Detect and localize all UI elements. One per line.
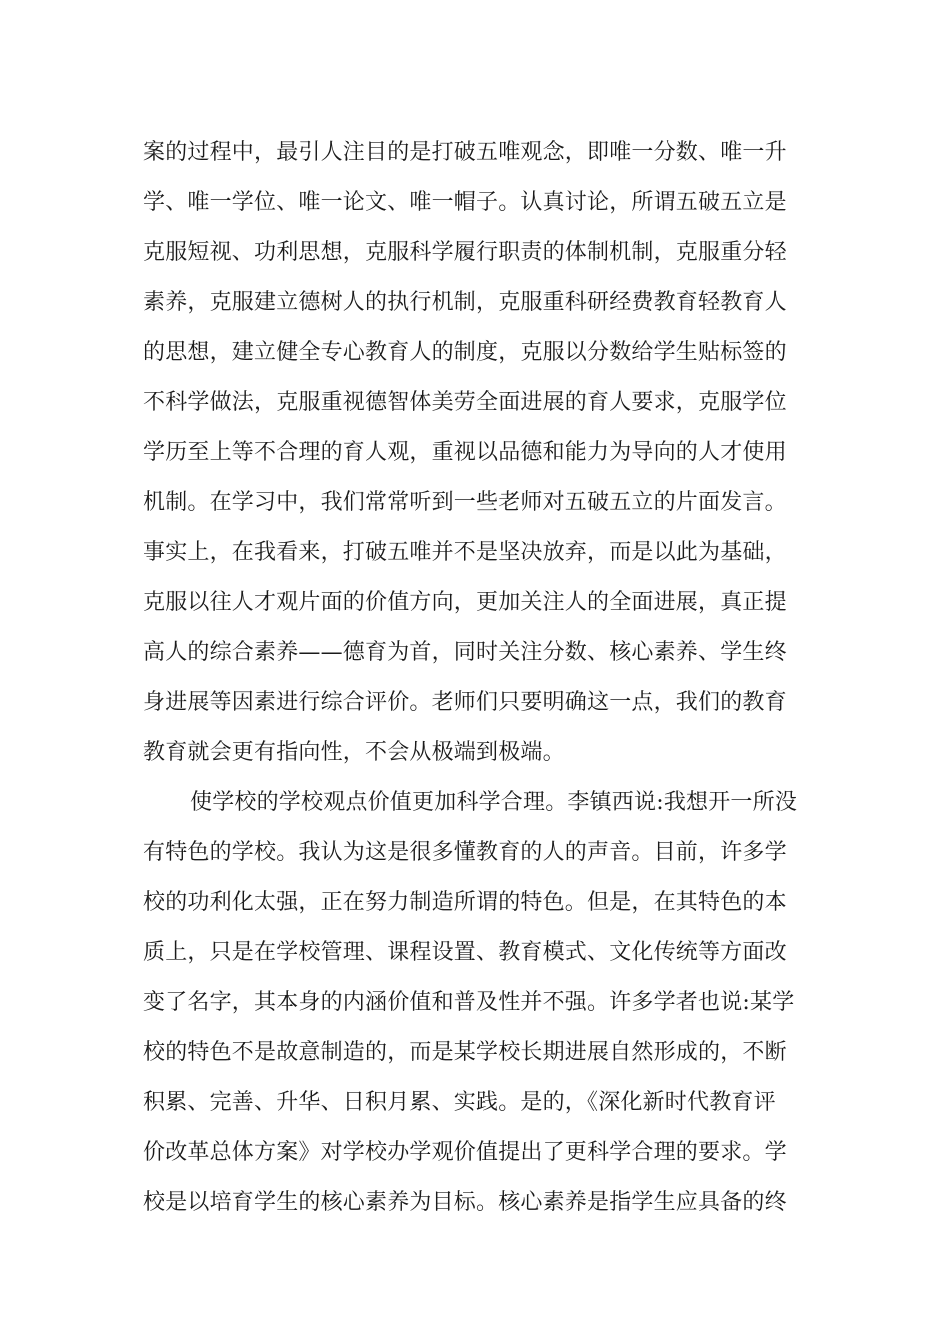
text-line: 学历至上等不合理的育人观，重视以品德和能力为导向的人才使用: [143, 440, 787, 465]
text-line: 不科学做法，克服重视德智体美劳全面进展的育人要求，克服学位: [143, 390, 787, 415]
text-line: 机制。在学习中，我们常常听到一些老师对五破五立的片面发言。: [143, 490, 787, 515]
text-line: 校的功利化太强，正在努力制造所谓的特色。但是，在其特色的本: [143, 890, 787, 915]
text-line: 变了名字，其本身的内涵价值和普及性并不强。许多学者也说:某学: [143, 990, 795, 1015]
text-line: 校的特色不是故意制造的，而是某学校长期进展自然形成的，不断: [143, 1040, 787, 1065]
text-line: 案的过程中，最引人注目的是打破五唯观念，即唯一分数、唯一升: [143, 140, 787, 165]
text-line: 克服短视、功利思想，克服科学履行职责的体制机制，克服重分轻: [143, 240, 787, 265]
text-line: 积累、完善、升华、日积月累、实践。是的，《深化新时代教育评: [143, 1090, 776, 1115]
text-line: 价改革总体方案》对学校办学观价值提出了更科学合理的要求。学: [143, 1140, 787, 1165]
text-line: 校是以培育学生的核心素养为目标。核心素养是指学生应具备的终: [143, 1190, 787, 1215]
text-line: 质上，只是在学校管理、课程设置、教育模式、文化传统等方面改: [143, 940, 787, 965]
text-line: 教育就会更有指向性，不会从极端到极端。: [143, 740, 565, 765]
text-line: 有特色的学校。我认为这是很多懂教育的人的声音。目前，许多学: [143, 840, 787, 865]
text-line: 高人的综合素养——德育为首，同时关注分数、核心素养、学生终: [143, 640, 787, 665]
text-line: 素养，克服建立德树人的执行机制，克服重科研经费教育轻教育人: [143, 290, 787, 315]
text-line: 身进展等因素进行综合评价。老师们只要明确这一点，我们的教育: [143, 690, 787, 715]
text-line: 克服以往人才观片面的价值方向，更加关注人的全面进展，真正提: [143, 590, 787, 615]
text-line: 的思想，建立健全专心教育人的制度，克服以分数给学生贴标签的: [143, 340, 787, 365]
paragraph-first-line: 使学校的学校观点价值更加科学合理。李镇西说:我想开一所没: [190, 790, 798, 815]
text-line: 学、唯一学位、唯一论文、唯一帽子。认真讨论，所谓五破五立是: [143, 190, 787, 215]
text-line: 事实上，在我看来，打破五唯并不是坚决放弃，而是以此为基础，: [143, 540, 787, 565]
